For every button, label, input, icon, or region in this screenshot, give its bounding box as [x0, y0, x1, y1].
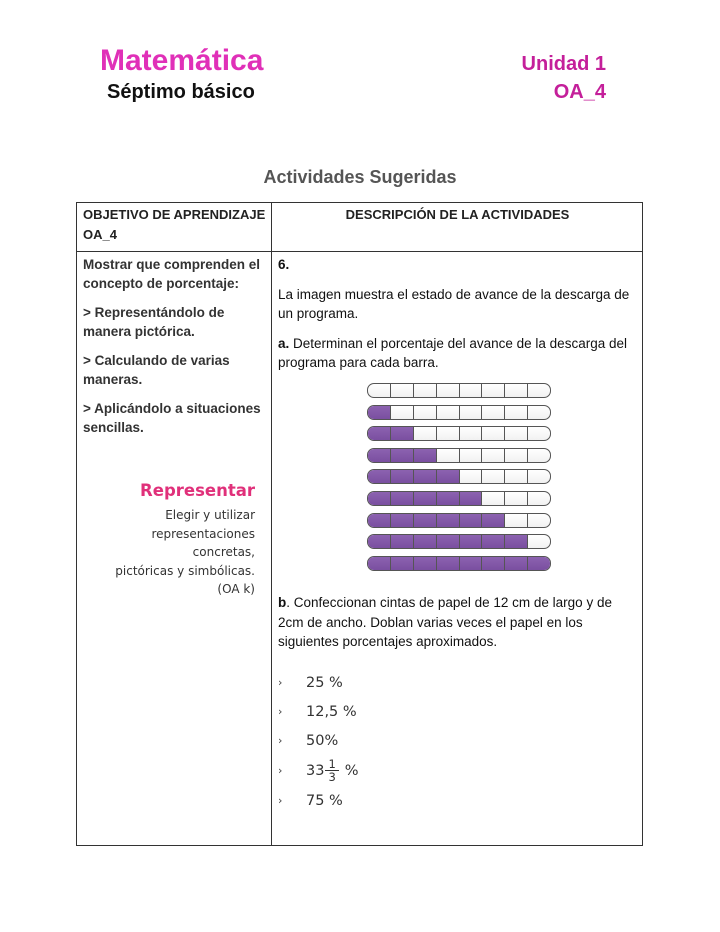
description-cell	[278, 255, 633, 383]
bar-segment-empty	[505, 470, 528, 483]
objective-intro: Mostrar que comprenden el concepto de porcentaje:	[83, 257, 261, 291]
bar-segment-filled	[414, 449, 437, 462]
bar-segment-filled	[391, 557, 414, 570]
chevron-right-icon: ›	[278, 764, 283, 777]
progress-bar	[367, 534, 551, 549]
bar-segment-filled	[482, 557, 505, 570]
objective-cell	[83, 255, 267, 447]
chevron-right-icon: ›	[278, 794, 283, 807]
bar-segment-empty	[505, 427, 528, 440]
bar-segment-empty	[437, 406, 460, 419]
bar-segment-empty	[482, 406, 505, 419]
part-a-label: a.	[278, 335, 290, 351]
bar-segment-filled	[460, 514, 483, 527]
bar-segment-empty	[505, 449, 528, 462]
header-divider	[77, 251, 642, 252]
bar-segment-filled	[437, 535, 460, 548]
bar-segment-empty	[391, 406, 414, 419]
unit-label: Unidad 1	[521, 53, 606, 75]
percentage-value: 50%	[306, 732, 339, 749]
chevron-right-icon: ›	[278, 705, 283, 718]
bar-segment-empty	[437, 384, 460, 397]
bar-segment-filled	[437, 514, 460, 527]
skill-description	[87, 506, 255, 599]
progress-bar	[367, 513, 551, 528]
progress-bar	[367, 491, 551, 506]
bar-segment-empty	[460, 449, 483, 462]
bar-segment-filled	[437, 470, 460, 483]
percentage-whole: 33	[306, 762, 325, 779]
subject-title: Matemática	[100, 44, 264, 77]
chevron-right-icon: ›	[278, 734, 283, 747]
bar-segment-filled	[368, 470, 391, 483]
bar-segment-empty	[460, 406, 483, 419]
bar-segment-filled	[505, 557, 528, 570]
bar-segment-empty	[528, 514, 550, 527]
bar-segment-empty	[482, 470, 505, 483]
bar-segment-filled	[414, 514, 437, 527]
header-objective: OBJETIVO DE APRENDIZAJE OA_4	[83, 207, 266, 242]
skill-line: Elegir y utilizar	[165, 508, 255, 522]
grade-subtitle: Séptimo básico	[107, 81, 255, 103]
percentage-item	[278, 668, 359, 697]
bar-segment-filled	[368, 535, 391, 548]
objective-item: > Aplicándolo a situaciones sencillas.	[83, 401, 261, 435]
objective-item: > Representándolo de manera pictórica.	[83, 305, 225, 339]
bar-segment-filled	[528, 557, 550, 570]
bar-segment-filled	[368, 427, 391, 440]
bar-segment-empty	[482, 492, 505, 505]
skill-title: Representar	[140, 481, 255, 500]
progress-bar	[367, 469, 551, 484]
bar-segment-empty	[528, 406, 550, 419]
bar-segment-filled	[460, 557, 483, 570]
bar-segment-filled	[505, 535, 528, 548]
fraction	[325, 758, 338, 783]
bar-segment-filled	[414, 492, 437, 505]
part-b	[278, 593, 633, 652]
bar-segment-filled	[414, 535, 437, 548]
bar-segment-filled	[368, 514, 391, 527]
bar-segment-filled	[368, 449, 391, 462]
bar-segment-filled	[368, 557, 391, 570]
bar-segment-filled	[391, 492, 414, 505]
bar-segment-empty	[528, 427, 550, 440]
fraction-numerator: 1	[325, 758, 338, 771]
bar-segment-empty	[414, 406, 437, 419]
bar-segment-filled	[368, 492, 391, 505]
percentages-list	[278, 668, 359, 815]
fraction-denominator: 3	[328, 770, 336, 784]
percentage-item	[278, 755, 359, 786]
activities-table	[76, 202, 643, 846]
percentage-suffix: %	[344, 762, 359, 779]
bar-segment-filled	[437, 492, 460, 505]
bar-segment-filled	[391, 535, 414, 548]
bar-segment-empty	[482, 384, 505, 397]
bar-segment-empty	[460, 384, 483, 397]
bar-segment-filled	[391, 470, 414, 483]
part-b-cell	[278, 593, 633, 662]
bar-segment-empty	[505, 384, 528, 397]
objective-code: OA_4	[553, 81, 606, 103]
chevron-right-icon: ›	[278, 676, 283, 689]
percentage-value: 25 %	[306, 674, 343, 691]
bar-segment-empty	[437, 449, 460, 462]
bar-segment-empty	[437, 427, 460, 440]
part-a	[278, 334, 633, 373]
progress-bars-figure	[367, 383, 551, 577]
bar-segment-empty	[460, 427, 483, 440]
percentage-value: 12,5 %	[306, 703, 357, 720]
bar-segment-empty	[414, 427, 437, 440]
bar-segment-empty	[391, 384, 414, 397]
bar-segment-empty	[505, 492, 528, 505]
part-a-text: Determinan el porcentaje del avance de la descarga del programa para cada barra.	[278, 335, 627, 370]
bar-segment-filled	[391, 514, 414, 527]
bar-segment-filled	[414, 470, 437, 483]
bar-segment-filled	[368, 406, 391, 419]
bar-segment-empty	[505, 406, 528, 419]
bar-segment-filled	[414, 557, 437, 570]
percentage-value: 75 %	[306, 792, 343, 809]
bar-segment-filled	[391, 449, 414, 462]
column-divider	[271, 203, 272, 845]
skill-line: (OA k)	[217, 582, 255, 596]
progress-bar	[367, 383, 551, 398]
bar-segment-filled	[460, 492, 483, 505]
bar-segment-empty	[528, 492, 550, 505]
progress-bar	[367, 448, 551, 463]
bar-segment-filled	[437, 557, 460, 570]
section-title: Actividades Sugeridas	[263, 167, 457, 187]
bar-segment-empty	[482, 449, 505, 462]
bar-segment-filled	[482, 535, 505, 548]
skill-box	[87, 479, 255, 599]
bar-segment-filled	[482, 514, 505, 527]
bar-segment-empty	[528, 470, 550, 483]
objective-item: > Calculando de varias maneras.	[83, 353, 230, 387]
part-b-label: b	[278, 595, 287, 610]
progress-bar	[367, 426, 551, 441]
progress-bar	[367, 405, 551, 420]
bar-segment-empty	[414, 384, 437, 397]
activity-number: 6.	[278, 257, 290, 272]
bar-segment-empty	[368, 384, 391, 397]
bar-segment-empty	[528, 384, 550, 397]
bar-segment-empty	[505, 514, 528, 527]
bar-segment-empty	[482, 427, 505, 440]
skill-line: representaciones concretas,	[151, 526, 255, 559]
part-b-text: . Confeccionan cintas de papel de 12 cm de largo y de 2cm de ancho. Doblan varias veces el papel en los siguientes porcentajes aproximados.	[278, 595, 612, 649]
percentage-item	[278, 697, 359, 726]
bar-segment-empty	[528, 449, 550, 462]
percentage-item	[278, 786, 359, 815]
bar-segment-empty	[528, 535, 550, 548]
progress-bar	[367, 556, 551, 571]
activity-intro: La imagen muestra el estado de avance de la descarga de un programa.	[278, 286, 630, 321]
skill-line: pictóricas y simbólicas.	[115, 563, 255, 578]
header-description: DESCRIPCIÓN DE LA ACTIVIDADES	[345, 207, 570, 222]
bar-segment-filled	[391, 427, 414, 440]
bar-segment-empty	[460, 470, 483, 483]
percentage-item	[278, 726, 359, 755]
bar-segment-filled	[460, 535, 483, 548]
